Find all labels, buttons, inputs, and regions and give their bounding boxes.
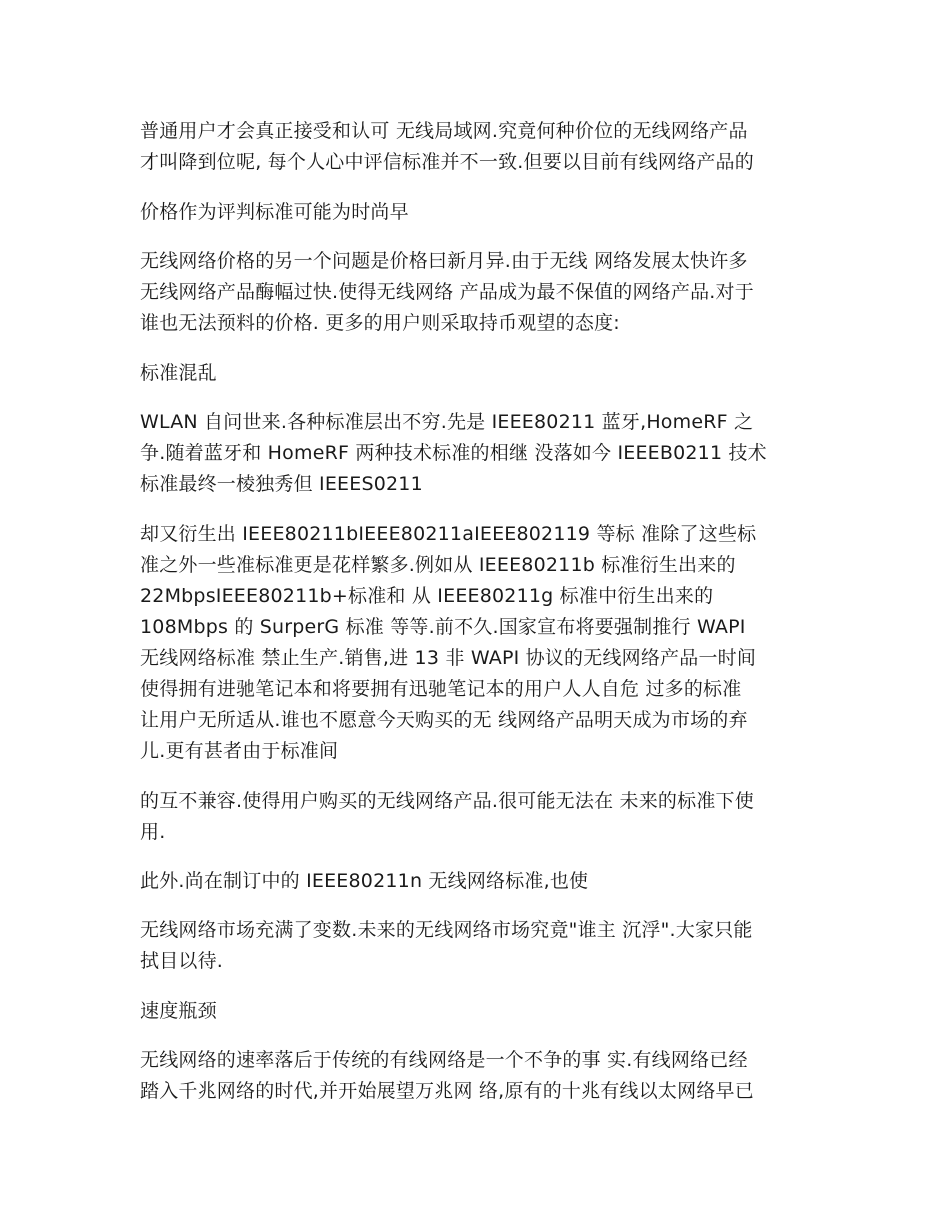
section-heading bbox=[140, 996, 820, 1027]
text-line: 谁也无法预料的价格. 更多的用户则采取持币观望的态度: bbox=[140, 312, 620, 334]
text-line: 踏入千兆网络的时代,并开始展望万兆网 络,原有的十兆有线以太网络早已 bbox=[140, 1080, 754, 1102]
text-line: 拭目以待. bbox=[140, 950, 224, 972]
text-line: 却又衍生出 IEEE80211bIEEE80211aIEEE802119 等标 准除了这些标 bbox=[140, 523, 757, 545]
text-line: 无线网络价格的另一个问题是价格曰新月异.由于无线 网络发展太快许多 bbox=[140, 250, 748, 272]
text-line: 无线网络产品酶幅过快.使得无线网络 产品成为最不保值的网络产品.对于 bbox=[140, 281, 754, 303]
paragraph-3 bbox=[140, 246, 820, 339]
text-line: 价格作为评判标准可能为时尚早 bbox=[140, 201, 409, 223]
text-line: 争.随着蓝牙和 HomeRF 两种技术标准的相继 没落如今 IEEEB0211 技术 bbox=[140, 442, 767, 464]
text-line: 普通用户才会真正接受和认可 无线局域网.究竟何种价位的无线网络产品 bbox=[140, 120, 748, 142]
text-line: 使得拥有进驰笔记本和将要拥有迅驰笔记本的用户人人自危 过多的标准 bbox=[140, 678, 742, 700]
heading-speed: 速度瓶颈 bbox=[140, 1000, 217, 1022]
paragraph-5 bbox=[140, 519, 820, 767]
paragraph-8 bbox=[140, 915, 820, 977]
paragraph-2 bbox=[140, 197, 820, 228]
paragraph-4 bbox=[140, 407, 820, 500]
heading-standards: 标准混乱 bbox=[140, 362, 217, 384]
text-line: 才叫降到位呢, 每个人心中评信标准并不一致.但要以目前有线网络产品的 bbox=[140, 151, 754, 173]
text-line: 无线网络市场充满了变数.未来的无线网络市场究竟"谁主 沉浮".大家只能 bbox=[140, 919, 753, 941]
text-line: 的互不兼容.使得用户购买的无线网络产品.很可能无法在 未来的标准下使 bbox=[140, 790, 754, 812]
paragraph-1 bbox=[140, 116, 820, 178]
paragraph-6 bbox=[140, 786, 820, 848]
text-line: 108Mbps 的 SurperG 标准 等等.前不久.国家宣布将要强制推行 WAPI bbox=[140, 616, 746, 638]
text-line: 儿.更有甚者由于标准间 bbox=[140, 740, 339, 762]
text-line: 准之外一些准标准更是花样繁多.例如从 IEEE80211b 标准衍生出来的 bbox=[140, 554, 736, 576]
section-heading bbox=[140, 358, 820, 389]
paragraph-9 bbox=[140, 1045, 820, 1107]
text-line: 用. bbox=[140, 821, 166, 843]
text-line: 让用户无所适从.谁也不愿意今天购买的无 线网络产品明天成为市场的弃 bbox=[140, 709, 748, 731]
text-line: 无线网络标准 禁止生产.销售,进 13 非 WAPI 协议的无线网络产品一时间 bbox=[140, 647, 757, 669]
text-line: 22MbpsIEEE80211b+标准和 从 IEEE80211g 标准中衍生出来的 bbox=[140, 585, 714, 607]
text-line: 无线网络的速率落后于传统的有线网络是一个不争的事 实.有线网络已经 bbox=[140, 1049, 748, 1071]
text-line: 标准最终一棱独秀但 IEEES0211 bbox=[140, 473, 423, 495]
paragraph-7 bbox=[140, 866, 820, 897]
text-line: WLAN 自问世来.各种标准层出不穷.先是 IEEE80211 蓝牙,HomeRF 之 bbox=[140, 411, 754, 433]
text-line: 此外.尚在制订中的 IEEE80211n 无线网络标准,也使 bbox=[140, 870, 589, 892]
